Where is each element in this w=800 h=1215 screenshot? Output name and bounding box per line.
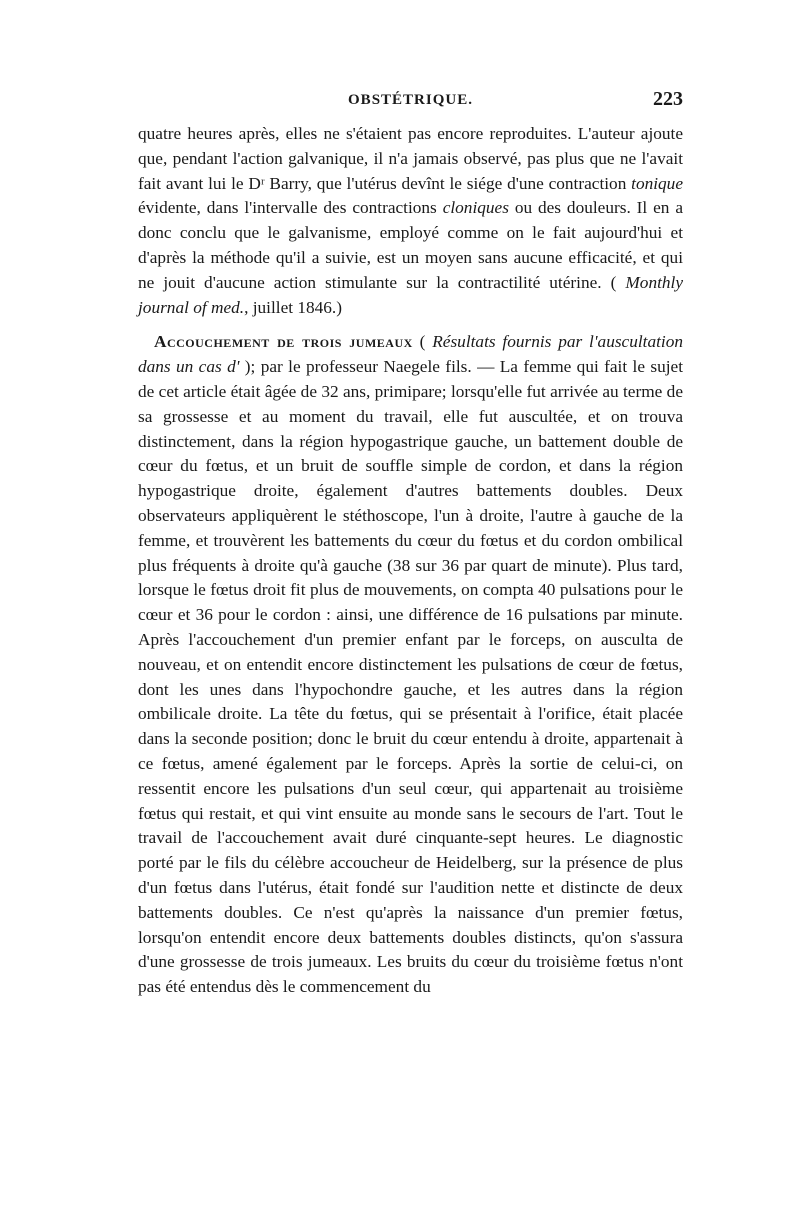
body-text [138, 122, 683, 1000]
running-head [138, 88, 683, 122]
paragraph-galvanism-text-3: ou des douleurs. Il en a donc conclu que le galvanisme, employé comme on le fait aujourd'hui et d'après la méthode qu'il a suivie, est un moyen sans aucune efficacité, et qui ne jouit d'aucune action stimulante sur la contractilité utérine. ( [138, 198, 683, 292]
article-subtitle: Résultats fournis par l'auscultation dans un cas d' [138, 332, 683, 377]
running-head-title: OBSTÉTRIQUE. [348, 92, 473, 108]
paragraph-galvanism-text-1: quatre heures après, elles ne s'étaient pas encore reproduites. L'auteur ajoute que, pendant l'action galvanique, il n'a jamais observé, pas plus que ne l'avait fait avant lui le Dʳ Barry, que l'utérus devînt le siége d'une contraction [138, 124, 683, 193]
article-heading: Accouchement de trois jumeaux [154, 332, 413, 352]
article-heading-paren: ( [412, 332, 433, 352]
paragraph-triplets-text: ); par le professeur Naegele fils. — La femme qui fait le sujet de cet article était âgée de 32 ans, primipare; lorsqu'elle fut arrivée au terme de sa grossesse et au moment du travail, elle fut auscultée, et on trouva distinctement, dans la région hypogastrique gauche, un battement double de cœur du fœtus, et un bruit de souffle simple de cordon, et dans la région hypogastrique droite, également d'autres battements doubles. Deux observateurs appliquèrent le stéthoscope, l'un à droite, l'autre à gauche de la femme, et trouvèrent les battements du cœur du fœtus et du cordon ombilical plus fréquents à droite qu'à gauche (38 sur 36 par quart de minute). Plus tard, lorsque le fœtus droit fit plus de mouvements, on compta 40 pulsations pour le cœur et 36 pour le cordon : ainsi, une différence de 16 pulsations par minute. Après l'accouchement d'un premier enfant par le forceps, on ausculta de nouveau, et on entendit encore distinctement les pulsations de cœur de fœtus, dont les unes dans l'hypochondre gauche, et les autres dans la région ombilicale droite. La tête du fœtus, qui se présentait à l'orifice, était placée dans la seconde position; donc le bruit du cœur entendu à droite, appartenait à ce fœtus, amené également par le forceps. Après la sortie de celui-ci, on ressentit encore les pulsations d'un seul cœur, qui appartenait au troisième fœtus qui restait, et qui vint ensuite au monde sans le secours de l'art. Tout le travail de l'accouchement avait duré cinquante-sept heures. Le diagnostic porté par le fils du célèbre accoucheur de Heidelberg, sur la présence de plus d'un fœtus dans l'utérus, était fondé sur l'audition nette et distincte de deux battements doubles. Ce n'est qu'après la naissance d'un premier fœtus, lorsqu'on entendit encore deux battements doubles distincts, qu'on s'assura d'une grossesse de trois jumeaux. Les bruits du cœur du troisième fœtus n'ont pas été entendus dès le commencement du [138, 357, 684, 997]
journal-citation: Monthly journal of med. [138, 272, 683, 317]
paragraph-galvanism-text-2: évidente, dans l'intervalle des contractions [138, 198, 443, 218]
paragraph-galvanism [138, 122, 683, 320]
paragraph-triplets [138, 330, 683, 1000]
paragraph-galvanism-text-4: , juillet 1846.) [244, 297, 343, 317]
page-number: 223 [653, 88, 683, 110]
book-page [138, 88, 684, 1000]
term-tonique: tonique [631, 173, 683, 193]
term-cloniques: cloniques [442, 198, 509, 218]
